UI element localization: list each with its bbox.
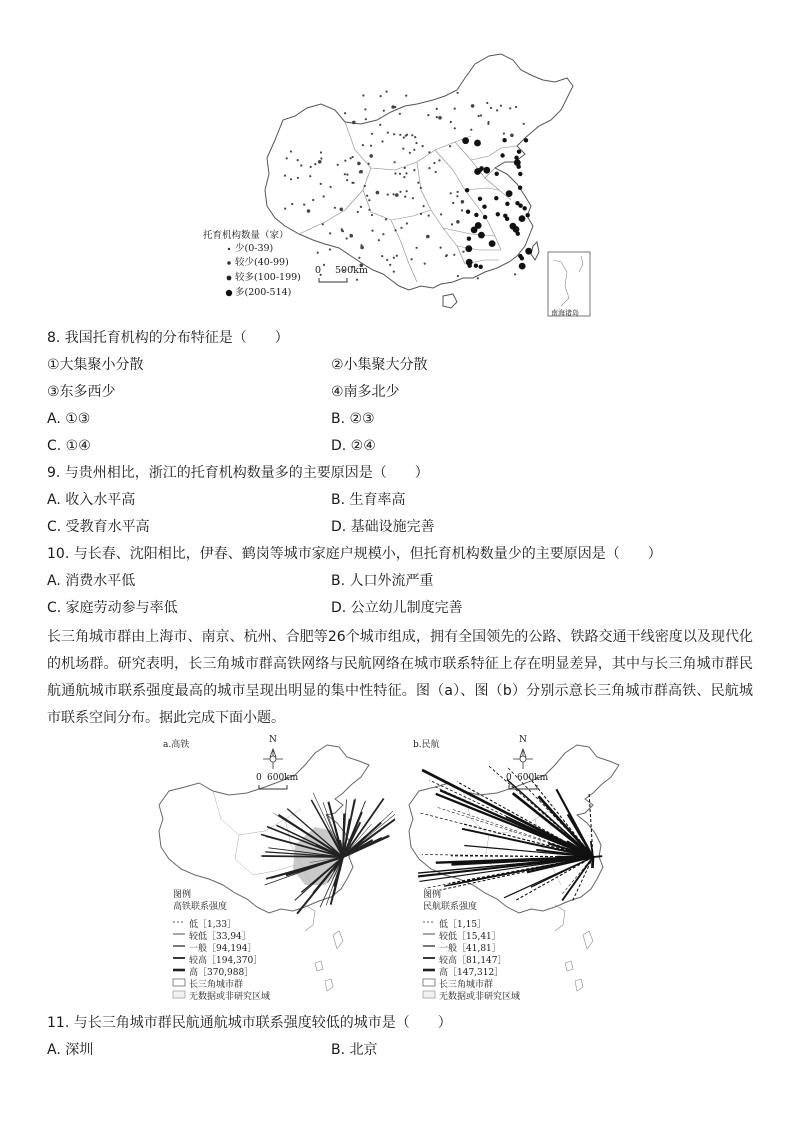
hsr-north-label: N — [269, 735, 277, 745]
childcare-dot — [323, 264, 325, 266]
childcare-dot — [329, 248, 331, 250]
childcare-dot — [371, 214, 373, 216]
childcare-dot — [452, 202, 454, 204]
childcare-dot — [300, 164, 302, 166]
aviation-map-figure — [405, 735, 645, 1003]
childcare-dot — [478, 232, 485, 239]
childcare-dot — [467, 237, 471, 241]
childcare-dot — [297, 159, 299, 161]
childcare-dot — [462, 251, 464, 253]
childcare-dot — [337, 164, 339, 166]
childcare-dot — [349, 234, 353, 238]
childcare-dot — [330, 186, 332, 188]
childcare-dot — [428, 215, 430, 217]
childcare-dot — [523, 123, 525, 125]
childcare-dot — [344, 112, 346, 114]
question-9-stem: 9. 与贵州相比，浙江的托育机构数量多的主要原因是（ ） — [47, 465, 429, 481]
aviation-legend-area1: 长三角城市群 — [439, 980, 494, 990]
childcare-dot — [413, 169, 415, 171]
north-arrow-icon — [513, 749, 533, 769]
childcare-dot — [505, 217, 509, 221]
childcare-dot — [391, 105, 395, 109]
q10-choice-a: A. 消费水平低 — [47, 573, 136, 589]
q8-choice-a: A. ①③ — [47, 411, 91, 427]
childcare-dot — [483, 167, 490, 174]
childcare-dot — [490, 107, 492, 109]
q8-choice-d: D. ②④ — [331, 438, 376, 454]
childcare-dot — [478, 167, 482, 171]
aviation-legend-title: 图例 — [423, 890, 442, 900]
q9-choice-d: D. 基础设施完善 — [331, 519, 435, 535]
childcare-dot — [368, 199, 370, 201]
childcare-dot — [510, 134, 514, 138]
childcare-dot — [364, 108, 366, 110]
childcare-dot — [514, 273, 516, 275]
aviation-legend-item: 较低［15,41］ — [439, 932, 501, 942]
legend-symbols — [226, 248, 232, 296]
childcare-dot — [378, 239, 380, 241]
q8-choice-b: B. ②③ — [331, 411, 375, 427]
q8-option: ①大集聚小分散 — [47, 357, 144, 373]
childcare-dot — [370, 145, 372, 147]
childcare-dot — [471, 104, 475, 108]
childcare-dot — [359, 170, 363, 174]
childcare-dot — [456, 195, 458, 197]
childcare-dot — [405, 95, 407, 97]
childcare-dot — [334, 207, 336, 209]
childcare-dot — [428, 151, 430, 153]
childcare-dot — [457, 191, 459, 193]
childcare-dot — [517, 165, 521, 169]
childcare-dot — [346, 237, 348, 239]
childcare-dot — [524, 138, 528, 142]
childcare-dot — [360, 206, 362, 208]
childcare-dot — [515, 201, 519, 205]
childcare-dot — [433, 162, 435, 164]
childcare-dot — [366, 195, 368, 197]
childcare-dot — [314, 163, 316, 165]
aviation-legend-item: 高［147,312］ — [439, 968, 504, 978]
q8-choice-c: C. ①④ — [47, 438, 91, 454]
childcare-dot — [454, 108, 456, 110]
childcare-dot — [427, 114, 429, 116]
childcare-dot — [340, 208, 344, 212]
hsr-legend-item: 较高［194,370］ — [189, 956, 263, 966]
childcare-dot — [462, 137, 469, 144]
legend-item-most: 多(200-514) — [235, 287, 292, 298]
hsr-legend-symbols — [173, 922, 185, 998]
childcare-dot — [479, 265, 483, 269]
childcare-dot — [465, 245, 472, 252]
map-legend-title: 托育机构数量（家） — [203, 230, 289, 241]
aviation-legend-item: 较高［81,147］ — [439, 956, 507, 966]
q8-option: ②小集聚大分散 — [331, 357, 428, 373]
childcare-dot — [352, 121, 356, 125]
childcare-dot — [357, 211, 359, 213]
childcare-dot — [518, 186, 522, 190]
childcare-dot — [514, 156, 518, 160]
childcare-dot — [360, 246, 364, 250]
childcare-dot — [346, 174, 348, 176]
childcare-dot — [303, 204, 305, 206]
hsr-legend-item: 低［1,33］ — [189, 920, 237, 930]
childcare-dot — [517, 150, 521, 154]
childcare-dot — [474, 213, 478, 217]
question-8-stem: 8. 我国托育机构的分布特征是（ ） — [47, 330, 289, 346]
legend-item-fewer: 较少(40-99) — [235, 257, 289, 268]
hsr-legend-item: 高［370,988］ — [189, 968, 254, 978]
aviation-north-label: N — [519, 735, 527, 745]
childcare-dot — [383, 110, 385, 112]
childcare-dot — [457, 92, 459, 94]
hsr-legend-item: 一般［94,194］ — [189, 944, 257, 954]
scale-label: 500km — [335, 265, 368, 276]
childcare-dot — [474, 140, 481, 147]
childcare-dot — [387, 132, 389, 134]
childcare-dot — [396, 255, 398, 257]
childcare-dot — [413, 149, 415, 151]
childcare-dot — [393, 133, 395, 135]
question-11-stem: 11. 与长三角城市群民航通航城市联系强度较低的城市是（ ） — [47, 1015, 452, 1031]
q8-option: ④南多北少 — [331, 384, 400, 400]
childcare-dot — [471, 227, 478, 234]
childcare-dot — [389, 264, 391, 266]
childcare-dot — [350, 157, 352, 159]
childcare-dot — [284, 208, 286, 210]
childcare-dot — [393, 257, 395, 259]
childcare-dot — [341, 228, 343, 230]
childcare-dot — [356, 279, 358, 281]
legend-item-more: 较多(100-199) — [235, 272, 301, 283]
childcare-dot — [470, 129, 472, 131]
childcare-dot — [496, 212, 500, 216]
childcare-dot — [323, 195, 325, 197]
childcare-dot — [405, 172, 407, 174]
childcare-dot — [461, 200, 465, 204]
childcare-dot — [525, 248, 532, 255]
childcare-dot — [409, 152, 411, 154]
q11-choice-a: A. 深圳 — [47, 1042, 94, 1058]
childcare-dot — [399, 113, 401, 115]
childcare-dot — [502, 138, 506, 142]
childcare-dot — [414, 136, 416, 138]
childcare-dot — [509, 107, 511, 109]
childcare-dot — [411, 134, 413, 136]
childcare-dot — [449, 145, 451, 147]
childcare-dot — [291, 203, 293, 205]
childcare-dot — [352, 156, 354, 158]
childcare-dot — [346, 179, 348, 181]
childcare-dot — [487, 121, 489, 123]
childcare-dot — [451, 223, 453, 225]
childcare-dot — [309, 175, 311, 177]
childcare-dot — [474, 264, 478, 268]
q9-choice-a: A. 收入水平高 — [47, 492, 136, 508]
inset-label: 南海诸岛 — [551, 309, 579, 317]
childcare-dot — [297, 177, 299, 179]
childcare-dot — [344, 160, 346, 162]
aviation-link-line — [592, 857, 593, 868]
childcare-dot — [500, 105, 502, 107]
aviation-scale-zero: 0 — [506, 773, 512, 783]
q10-choice-b: B. 人口外流严重 — [331, 573, 434, 589]
childcare-dot — [519, 215, 526, 222]
childcare-dot — [526, 213, 530, 217]
childcare-dot — [312, 199, 314, 201]
childcare-dot — [386, 259, 388, 261]
question-10-stem: 10. 与长春、沈阳相比，伊春、鹤岗等城市家庭户规模小，但托育机构数量少的主要原因是（ ） — [47, 546, 662, 562]
aviation-legend-item: 低［1,15］ — [439, 920, 487, 930]
childcare-dot — [489, 240, 496, 247]
childcare-dot — [428, 167, 430, 169]
childcare-dot — [482, 205, 486, 209]
childcare-dot — [438, 116, 442, 120]
childcare-dot — [399, 173, 401, 175]
childcare-dot — [456, 220, 460, 224]
childcare-dot — [394, 172, 396, 174]
q9-choice-b: B. 生育率高 — [331, 492, 406, 508]
childcare-dot — [393, 193, 395, 195]
childcare-dot — [515, 106, 517, 108]
childcare-dot — [483, 215, 487, 219]
childcare-dot — [495, 172, 499, 176]
legend-item-few: 少(0-39) — [235, 243, 274, 254]
childcare-dot — [416, 247, 418, 249]
childcare-dot — [393, 271, 395, 273]
childcare-dot — [368, 209, 370, 211]
childcare-dot — [415, 142, 417, 144]
childcare-dot — [382, 233, 384, 235]
childcare-dot — [466, 210, 470, 214]
childcare-dot — [395, 229, 397, 231]
hsr-map-figure — [155, 735, 395, 1003]
aviation-legend-subtitle: 民航联系强度 — [423, 902, 478, 912]
childcare-dot — [404, 196, 406, 198]
childcare-dot — [320, 157, 322, 159]
childcare-dot — [523, 206, 527, 210]
q10-choice-c: C. 家庭劳动参与率低 — [47, 600, 178, 616]
hsr-scale-label: 600km — [267, 773, 299, 783]
south-china-sea-inset — [548, 252, 590, 316]
childcare-dot — [307, 209, 311, 213]
hsr-map-title: a.高铁 — [163, 740, 190, 750]
childcare-dot — [320, 151, 322, 153]
childcare-dot — [394, 161, 396, 163]
scale-zero: 0 — [315, 265, 322, 276]
childcare-dot — [362, 94, 364, 96]
q10-choice-d: D. 公立幼儿制度完善 — [331, 600, 463, 616]
childcare-dot — [423, 205, 425, 207]
childcare-dot — [399, 134, 401, 136]
hsr-legend-area1: 长三角城市群 — [189, 980, 244, 990]
childcare-dot — [357, 162, 361, 166]
childcare-dot — [420, 213, 422, 215]
childcare-dot — [505, 202, 509, 206]
childcare-dot — [487, 123, 489, 125]
childcare-dot — [376, 191, 380, 195]
childcare-dot — [477, 277, 479, 279]
childcare-dot — [380, 95, 382, 97]
childcare-dot — [358, 257, 360, 259]
hsr-legend-area2: 无数据或非研究区域 — [189, 992, 271, 1002]
hsr-legend-subtitle: 高铁联系强度 — [173, 902, 228, 912]
hsr-scale-zero: 0 — [256, 773, 262, 783]
childcare-dot — [362, 144, 364, 146]
childcare-dot — [411, 258, 413, 260]
childcare-dot — [381, 255, 383, 257]
childcare-dot — [480, 114, 482, 116]
childcare-dot — [445, 255, 447, 257]
aviation-legend-area2: 无数据或非研究区域 — [439, 992, 521, 1002]
aviation-scale-label: 600km — [517, 773, 549, 783]
childcare-dot — [500, 153, 504, 157]
childcare-dot — [435, 171, 437, 173]
childcare-dot — [387, 194, 389, 196]
childcare-dot — [454, 127, 456, 129]
childcare-dot — [518, 254, 522, 258]
childcare-dot — [405, 135, 407, 137]
childcare-dot — [406, 222, 408, 224]
childcare-dot — [466, 259, 473, 266]
aviation-map-title: b.民航 — [413, 740, 440, 750]
childcare-dot — [320, 183, 322, 185]
childcare-dot — [385, 218, 387, 220]
aviation-legend-item: 一般［41,81］ — [439, 944, 501, 954]
childcare-dot — [403, 137, 405, 139]
hsr-legend-title: 图例 — [173, 890, 192, 900]
childcare-dot — [318, 160, 322, 164]
childcare-dot — [400, 227, 402, 229]
childcare-dot — [290, 150, 292, 152]
childcare-dot — [404, 167, 406, 169]
childcare-dot — [516, 232, 520, 236]
childcare-dot — [317, 252, 319, 254]
childcare-dot — [290, 178, 292, 180]
childcare-dot — [478, 197, 482, 201]
childcare-dot — [478, 115, 480, 117]
childcare-dot — [381, 140, 383, 142]
childcare-dot — [494, 196, 498, 200]
childcare-dot — [403, 176, 405, 178]
childcare-dot — [426, 235, 430, 239]
childcare-dot — [465, 188, 469, 192]
q9-choice-c: C. 受教育水平高 — [47, 519, 150, 535]
q8-option: ③东多西少 — [47, 384, 116, 400]
childcare-dot — [496, 109, 498, 111]
childcare-dot — [518, 172, 522, 176]
childcare-dot — [422, 145, 424, 147]
childcare-dot — [424, 263, 426, 265]
childcare-dot — [399, 191, 401, 193]
childcare-dot — [519, 263, 526, 270]
childcare-map-figure — [195, 50, 605, 322]
hsr-legend-item: 较低［33,94］ — [189, 932, 251, 942]
childcare-dot — [420, 187, 422, 189]
childcare-dot — [351, 182, 353, 184]
north-arrow-icon — [263, 749, 283, 769]
childcare-dot — [402, 148, 404, 150]
childcare-dot — [486, 102, 488, 104]
childcare-dot — [457, 275, 459, 277]
childcare-dot — [310, 166, 312, 168]
childcare-dot — [322, 223, 324, 225]
childcare-dot — [368, 163, 370, 165]
childcare-dot — [503, 132, 505, 134]
aviation-legend-symbols — [423, 922, 435, 998]
childcare-dot — [436, 116, 438, 118]
childcare-dot — [412, 197, 414, 199]
childcare-dot — [453, 254, 455, 256]
childcare-dot — [450, 192, 452, 194]
childcare-dot — [365, 118, 367, 120]
childcare-dot — [379, 124, 381, 126]
scale-bar — [319, 278, 347, 282]
childcare-dot — [369, 154, 373, 158]
childcare-dot — [395, 193, 399, 197]
passage-paragraph: 长三角城市群由上海市、南京、杭州、合肥等26个城市组成，拥有全国领先的公路、铁路交通干线密度以及现代化的机场群。研究表明，长三角城市群高铁网络与民航网络在城市联系特征上存在明显差异，其中与长三角城市群民航通航城市联系强度最高的城市呈现出明显的集中性特征。图（a）、图（b）分别示意长三角城市群高铁、民航城市联系空间分布。据此完成下面小题。 — [47, 629, 753, 726]
childcare-dot — [436, 108, 438, 110]
childcare-dot — [344, 173, 346, 175]
childcare-dot — [506, 190, 513, 197]
childcare-dot — [386, 91, 388, 93]
childcare-dot — [417, 182, 419, 184]
q11-choice-b: B. 北京 — [331, 1042, 378, 1058]
aviation-link-line — [593, 856, 602, 857]
childcare-dot — [406, 190, 408, 192]
childcare-dot — [438, 159, 440, 161]
childcare-dot — [284, 175, 286, 177]
childcare-dot — [450, 121, 452, 123]
childcare-dot — [371, 133, 373, 135]
childcare-dot — [461, 209, 463, 211]
childcare-dot — [371, 230, 373, 232]
childcare-dot — [364, 185, 366, 187]
childcare-dot — [440, 247, 442, 249]
childcare-dot — [329, 232, 331, 234]
childcare-dot — [286, 157, 288, 159]
childcare-dot — [440, 213, 442, 215]
